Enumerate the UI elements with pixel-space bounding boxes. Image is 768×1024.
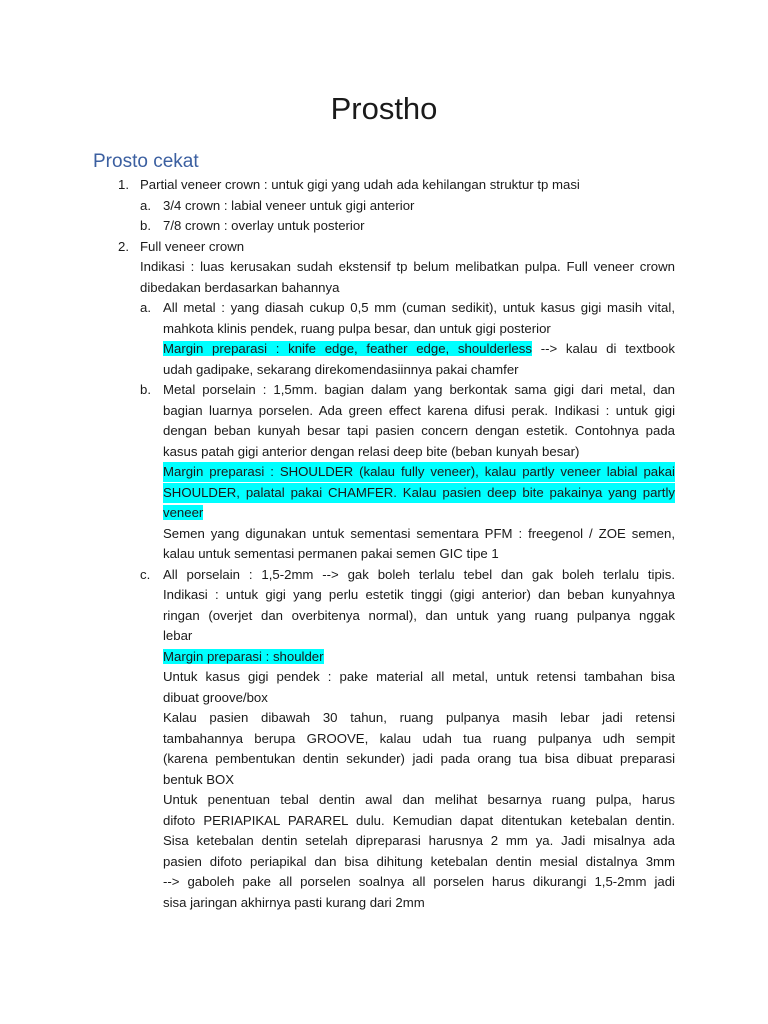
list-item-text: Full veneer crown xyxy=(140,238,245,254)
paragraph-line: All metal : yang diasah cukup 0,5 mm (cuman sedikit), untuk kasus gigi masih vital, xyxy=(163,300,675,315)
paragraph-line: Semen yang digunakan untuk sementasi sementara PFM : freegenol / ZOE semen, xyxy=(163,525,675,541)
paragraph-line: bentuk BOX xyxy=(163,771,235,787)
paragraph-line: difoto PERIAPIKAL PARAREL dulu. Kemudian dapat ditentukan ketebalan dentin. xyxy=(163,812,675,828)
paragraph-line: udah gadipake, sekarang direkomendasiinnya pakai chamfer xyxy=(163,361,519,377)
list-item-text: 7/8 crown : overlay untuk posterior xyxy=(163,218,365,233)
list-item-text: Partial veneer crown : untuk gigi yang udah ada kehilangan struktur tp masi xyxy=(140,177,580,192)
paragraph-line: Metal porselain : 1,5mm. bagian dalam yang berkontak sama gigi dari metal, dan xyxy=(163,382,675,397)
highlighted-text: veneer xyxy=(163,505,204,520)
list-letter: a. xyxy=(140,300,151,315)
paragraph-line: bagian luarnya porselen. Ada green effect karena difusi perak. Indikasi : untuk gigi xyxy=(163,402,675,418)
paragraph-line: Kalau pasien dibawah 30 tahun, ruang pulpanya masih lebar jadi retensi xyxy=(163,710,675,725)
paragraph-line: kasus patah gigi anterior dengan relasi deep bite (beban kunyah besar) xyxy=(163,443,580,459)
paragraph-line: Indikasi : luas kerusakan sudah ekstensif tp belum melibatkan pulpa. Full veneer crown xyxy=(140,259,675,274)
paragraph-text: --> kalau di textbook xyxy=(531,341,675,356)
list-letter: b. xyxy=(140,218,151,233)
list-number: 2. xyxy=(118,238,129,254)
paragraph-line: lebar xyxy=(163,628,193,643)
highlighted-text: Margin preparasi : knife edge, feather edge, shoulderless xyxy=(163,341,532,356)
list-letter: a. xyxy=(140,197,151,213)
paragraph-line: Sisa ketebalan dentin setelah dipreparasi harusnya 2 mm ya. Jadi misalnya ada xyxy=(163,833,675,848)
paragraph-line xyxy=(163,339,675,359)
highlighted-text: Margin preparasi : shoulder xyxy=(163,648,324,664)
page-title: Prostho xyxy=(330,91,438,126)
section-heading: Prosto cekat xyxy=(93,151,199,172)
paragraph-line: sisa jaringan akhirnya pasti kurang dari 2mm xyxy=(163,894,425,910)
list-letter: b. xyxy=(140,382,151,397)
list-letter: c. xyxy=(140,566,151,582)
paragraph-line: ringan (overjet dan overbitenya normal), dan untuk yang ruang pulpanya nggak xyxy=(163,607,675,623)
list-item-text: 3/4 crown : labial veneer untuk gigi anterior xyxy=(163,197,415,213)
paragraph-line: mahkota klinis pendek, ruang pulpa besar, dan untuk gigi posterior xyxy=(163,320,551,336)
highlighted-text: SHOULDER, palatal pakai CHAMFER. Kalau pasien deep bite pakainya yang partly xyxy=(163,483,675,503)
paragraph-line: pasien difoto periapikal dan bisa dihitung ketebalan dentin mesial distalnya 3mm xyxy=(163,853,675,869)
paragraph-line: kalau untuk sementasi permanen pakai semen GIC tipe 1 xyxy=(163,546,499,561)
highlighted-text: Margin preparasi : SHOULDER (kalau fully veneer), kalau partly veneer labial pakai xyxy=(163,462,675,482)
paragraph-line: dibedakan berdasarkan bahannya xyxy=(140,279,340,295)
paragraph-line: (karena pembentukan dentin sekunder) jadi pada orang tua bisa dibuat preparasi xyxy=(163,751,675,766)
paragraph-line: tambahannya berupa GROOVE, kalau udah tua ruang pulpanya udh sempit xyxy=(163,730,675,746)
paragraph-line: All porselain : 1,5-2mm --> gak boleh terlalu tebel dan gak boleh terlalu tipis. xyxy=(163,566,675,582)
paragraph-line: Untuk kasus gigi pendek : pake material all metal, untuk retensi tambahan bisa xyxy=(163,669,675,684)
highlighted-line xyxy=(163,647,324,667)
paragraph-line: dibuat groove/box xyxy=(163,689,268,705)
paragraph-line: Indikasi : untuk gigi yang perlu estetik tinggi (gigi anterior) dan beban kunyahnya xyxy=(163,587,675,602)
paragraph-line: Untuk penentuan tebal dentin awal dan melihat besarnya ruang pulpa, harus xyxy=(163,792,675,807)
highlighted-line xyxy=(163,503,203,523)
paragraph-line: --> gaboleh pake all porselen soalnya all porselen harus dikurangi 1,5-2mm jadi xyxy=(163,874,675,889)
paragraph-line: dengan beban kunyah besar tapi pasien concern dengan estetik. Contohnya pada xyxy=(163,423,675,438)
list-number: 1. xyxy=(118,177,129,192)
